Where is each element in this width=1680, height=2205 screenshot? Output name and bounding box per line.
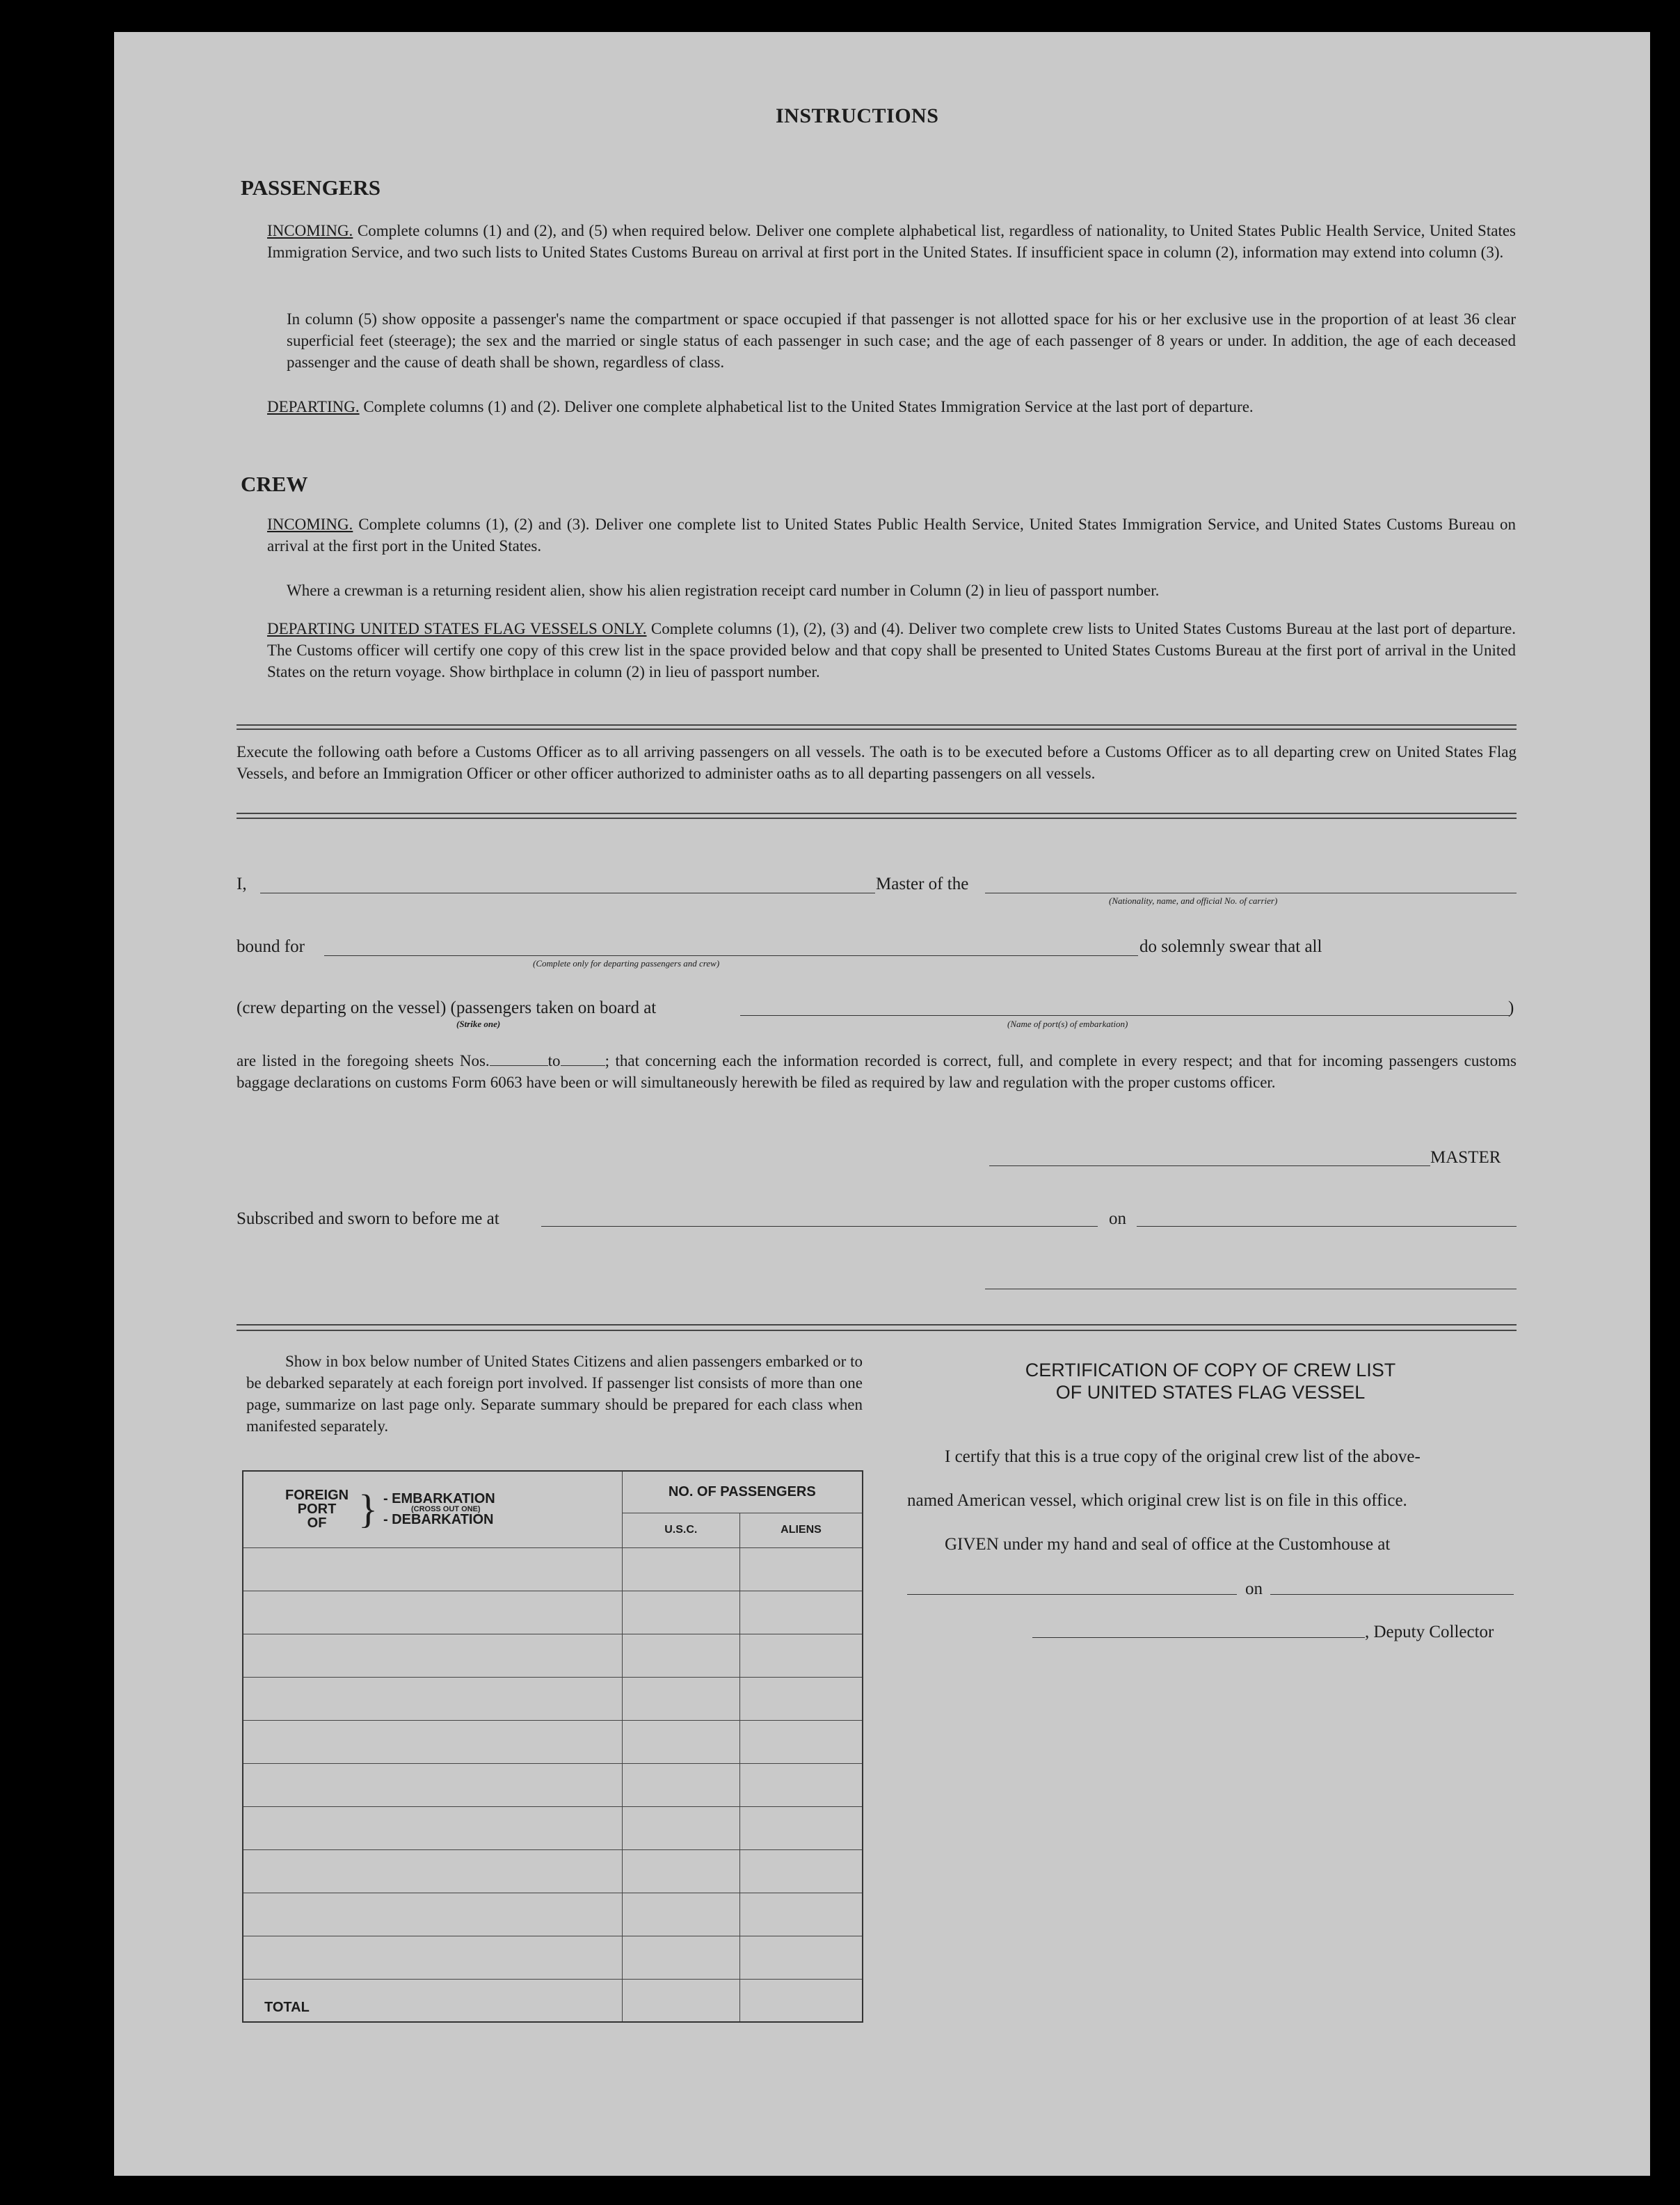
usc-cell[interactable]: [622, 1547, 739, 1591]
port-cell[interactable]: [243, 1893, 622, 1936]
sheet-from-field[interactable]: [490, 1051, 548, 1066]
bound-for-hint: (Complete only for departing passengers and crew): [533, 958, 720, 969]
certification-date-field[interactable]: [1270, 1594, 1514, 1595]
usc-cell[interactable]: [622, 1720, 739, 1763]
listed-text-b: ; that concerning each the information recorded is correct, full, and complete in every respect; and: [605, 1052, 1263, 1069]
strike-one-hint: (Strike one): [456, 1019, 501, 1029]
passengers-incoming-text: Complete columns (1) and (2), and (5) when required below. Deliver one complete alphabetical list, regardless of nationality, to United States Public Health Service, United States Immigration Service, and two such lists to United States Customs Bureau on arrival at first port in the United States. If insufficient space in column (2), information may extend into column (3).: [267, 222, 1516, 261]
port-cell[interactable]: [243, 1806, 622, 1849]
usc-cell[interactable]: [622, 1936, 739, 1979]
subscribed-label: Subscribed and sworn to before me at: [237, 1209, 499, 1228]
divider-rule: [237, 1330, 1517, 1331]
crew-incoming-paragraph: [267, 514, 1516, 557]
divider-rule: [237, 729, 1517, 730]
aliens-cell[interactable]: [740, 1806, 863, 1849]
aliens-cell[interactable]: [740, 1849, 863, 1893]
bound-for-label: bound for: [237, 937, 305, 956]
sheet-to-field[interactable]: [561, 1051, 605, 1066]
close-paren: ): [1508, 998, 1514, 1017]
crew-incoming-lead: INCOMING.: [267, 516, 353, 533]
subscribed-date-field[interactable]: [1137, 1226, 1517, 1227]
divider-rule: [237, 724, 1517, 726]
port-cell[interactable]: [243, 1720, 622, 1763]
swear-label: do solemnly swear that all: [1139, 937, 1322, 956]
usc-total-cell[interactable]: [622, 1979, 739, 2022]
certification-heading-1: CERTIFICATION OF COPY OF CREW LIST: [1025, 1360, 1396, 1380]
crew-departing-text: Complete columns (1), (2), (3) and (4). Deliver two complete crew lists to United States Customs Bureau at the last port of departure. The Customs officer will certify one copy of this crew list in the space provided below and that copy shall be presented to United States Customs Bureau at the first port of arrival in the United States on the return voyage. Show birthplace in column (2) in lieu of passport number.: [267, 620, 1517, 680]
port-cell[interactable]: [243, 1634, 622, 1677]
deputy-collector-label: , Deputy Collector: [1365, 1623, 1494, 1641]
crew-incoming-text: Complete columns (1), (2) and (3). Deliver one complete list to United States Public Health Service, United States Immigration Service, and United States Customs Bureau on arrival at the first port in the United States.: [267, 516, 1517, 555]
summary-instructions: Show in box below number of United States Citizens and alien passengers embarked or to be debarked separately at each foreign port involved. If passenger list consists of more than one page, summarize on last page only. Separate summary should be prepared for each class when manifested separately.: [246, 1353, 863, 1435]
port-cell[interactable]: [243, 1591, 622, 1634]
usc-cell[interactable]: [622, 1634, 739, 1677]
divider-rule: [237, 1324, 1517, 1326]
cross-out-label: (CROSS OUT ONE): [410, 1505, 481, 1514]
listed-text-c: that for incoming passengers customs baggage declarations on customs Form 6063 have been or will simultaneously herewith be filed as required by law and regulation with the proper customs officer.: [237, 1052, 1517, 1091]
usc-cell[interactable]: [622, 1849, 739, 1893]
master-label: MASTER: [1430, 1148, 1501, 1167]
master-of-label: Master of the: [876, 875, 969, 893]
divider-rule: [237, 813, 1517, 814]
port-cell[interactable]: [243, 1936, 622, 1979]
usc-cell[interactable]: [622, 1893, 739, 1936]
embarkation-hint: (Name of port(s) of embarkation): [1007, 1019, 1128, 1029]
port-label: PORT: [297, 1502, 337, 1518]
crew-heading: CREW: [241, 472, 308, 496]
passenger-summary-table: [242, 1470, 863, 2023]
given-text: GIVEN under my hand and seal of office at the Customhouse at: [945, 1535, 1391, 1554]
embarkation-label[interactable]: - EMBARKATION: [383, 1491, 495, 1507]
usc-cell[interactable]: [622, 1763, 739, 1806]
port-cell[interactable]: [243, 1763, 622, 1806]
passengers-departing-text: Complete columns (1) and (2). Deliver one complete alphabetical list to the United States Immigration Service at the last port of departure.: [363, 398, 1254, 415]
certify-text-a: I certify that this is a true copy of the original crew list of the above-: [945, 1447, 1421, 1466]
certification-heading-2: OF UNITED STATES FLAG VESSEL: [1055, 1382, 1366, 1403]
port-cell[interactable]: [243, 1677, 622, 1720]
crew-departing-lead: DEPARTING UNITED STATES FLAG VESSELS ONLY.: [267, 620, 647, 637]
total-label: TOTAL: [243, 1979, 622, 2022]
port-cell[interactable]: [243, 1547, 622, 1591]
aliens-cell[interactable]: [740, 1763, 863, 1806]
aliens-cell[interactable]: [740, 1677, 863, 1720]
deputy-signature-field[interactable]: [1032, 1637, 1365, 1638]
aliens-cell[interactable]: [740, 1720, 863, 1763]
page-title: INSTRUCTIONS: [776, 104, 939, 127]
aliens-total-cell[interactable]: [740, 1979, 863, 2022]
of-label: OF: [307, 1515, 327, 1531]
passengers-incoming-lead: INCOMING.: [267, 222, 353, 239]
divider-rule: [237, 818, 1517, 819]
listed-text-a: are listed in the foregoing sheets Nos.: [237, 1052, 490, 1069]
embarkation-port-field[interactable]: [740, 1015, 1510, 1016]
brace-icon: }: [358, 1486, 378, 1532]
oath-i-label: I,: [237, 875, 247, 893]
no-passengers-header: NO. OF PASSENGERS: [622, 1471, 863, 1513]
aliens-header: ALIENS: [740, 1513, 863, 1547]
debarkation-label[interactable]: - DEBARKATION: [383, 1512, 494, 1528]
listed-to: to: [547, 1052, 561, 1069]
aliens-cell[interactable]: [740, 1936, 863, 1979]
aliens-cell[interactable]: [740, 1591, 863, 1634]
aliens-cell[interactable]: [740, 1547, 863, 1591]
crew-resident-paragraph: Where a crewman is a returning resident alien, show his alien registration receipt card number in Column (2) in lieu of passport number.: [287, 582, 1160, 599]
passengers-departing-paragraph: [267, 396, 1516, 417]
passengers-heading: PASSENGERS: [241, 175, 381, 200]
passengers-column5-paragraph: In column (5) show opposite a passenger's name the compartment or space occupied if that passenger is not allotted space for his or her exclusive use in the proportion of at least 36 clear superficial feet (steerage); the sex and the married or single status of each passenger in such case; and the age of each passenger of 8 years or under. In addition, the age of each deceased passenger and the cause of death shall be shown, regardless of class.: [287, 310, 1516, 371]
subscribed-place-field[interactable]: [541, 1226, 1098, 1227]
certify-text-b: named American vessel, which original crew list is on file in this office.: [907, 1491, 1407, 1510]
oath-intro: Execute the following oath before a Customs Officer as to all arriving passengers on all vessels. The oath is to be executed before a Customs Officer as to all departing crew on United States Flag Vessels, and before an Immigration Officer or other officer authorized to administer oaths as to all departing passengers on all vessels.: [237, 743, 1517, 782]
passengers-departing-lead: DEPARTING.: [267, 398, 360, 415]
aliens-cell[interactable]: [740, 1634, 863, 1677]
foreign-port-header: [243, 1471, 622, 1547]
usc-cell[interactable]: [622, 1806, 739, 1849]
bound-for-field[interactable]: [324, 955, 1138, 956]
customhouse-field[interactable]: [907, 1594, 1237, 1595]
passengers-incoming-paragraph: [267, 220, 1516, 263]
subscribed-on-label: on: [1109, 1209, 1126, 1228]
listed-paragraph: [237, 1050, 1517, 1093]
usc-cell[interactable]: [622, 1677, 739, 1720]
crew-passengers-label: (crew departing on the vessel) (passengers taken on board at: [237, 998, 657, 1017]
usc-cell[interactable]: [622, 1591, 739, 1634]
usc-header: U.S.C.: [622, 1513, 739, 1547]
certification-on-label: on: [1245, 1579, 1263, 1598]
master-signature-field[interactable]: [989, 1165, 1430, 1166]
carrier-hint: (Nationality, name, and official No. of carrier): [1109, 895, 1278, 906]
foreign-label: FOREIGN: [285, 1488, 349, 1504]
aliens-cell[interactable]: [740, 1893, 863, 1936]
port-cell[interactable]: [243, 1849, 622, 1893]
crew-departing-paragraph: [267, 618, 1516, 683]
